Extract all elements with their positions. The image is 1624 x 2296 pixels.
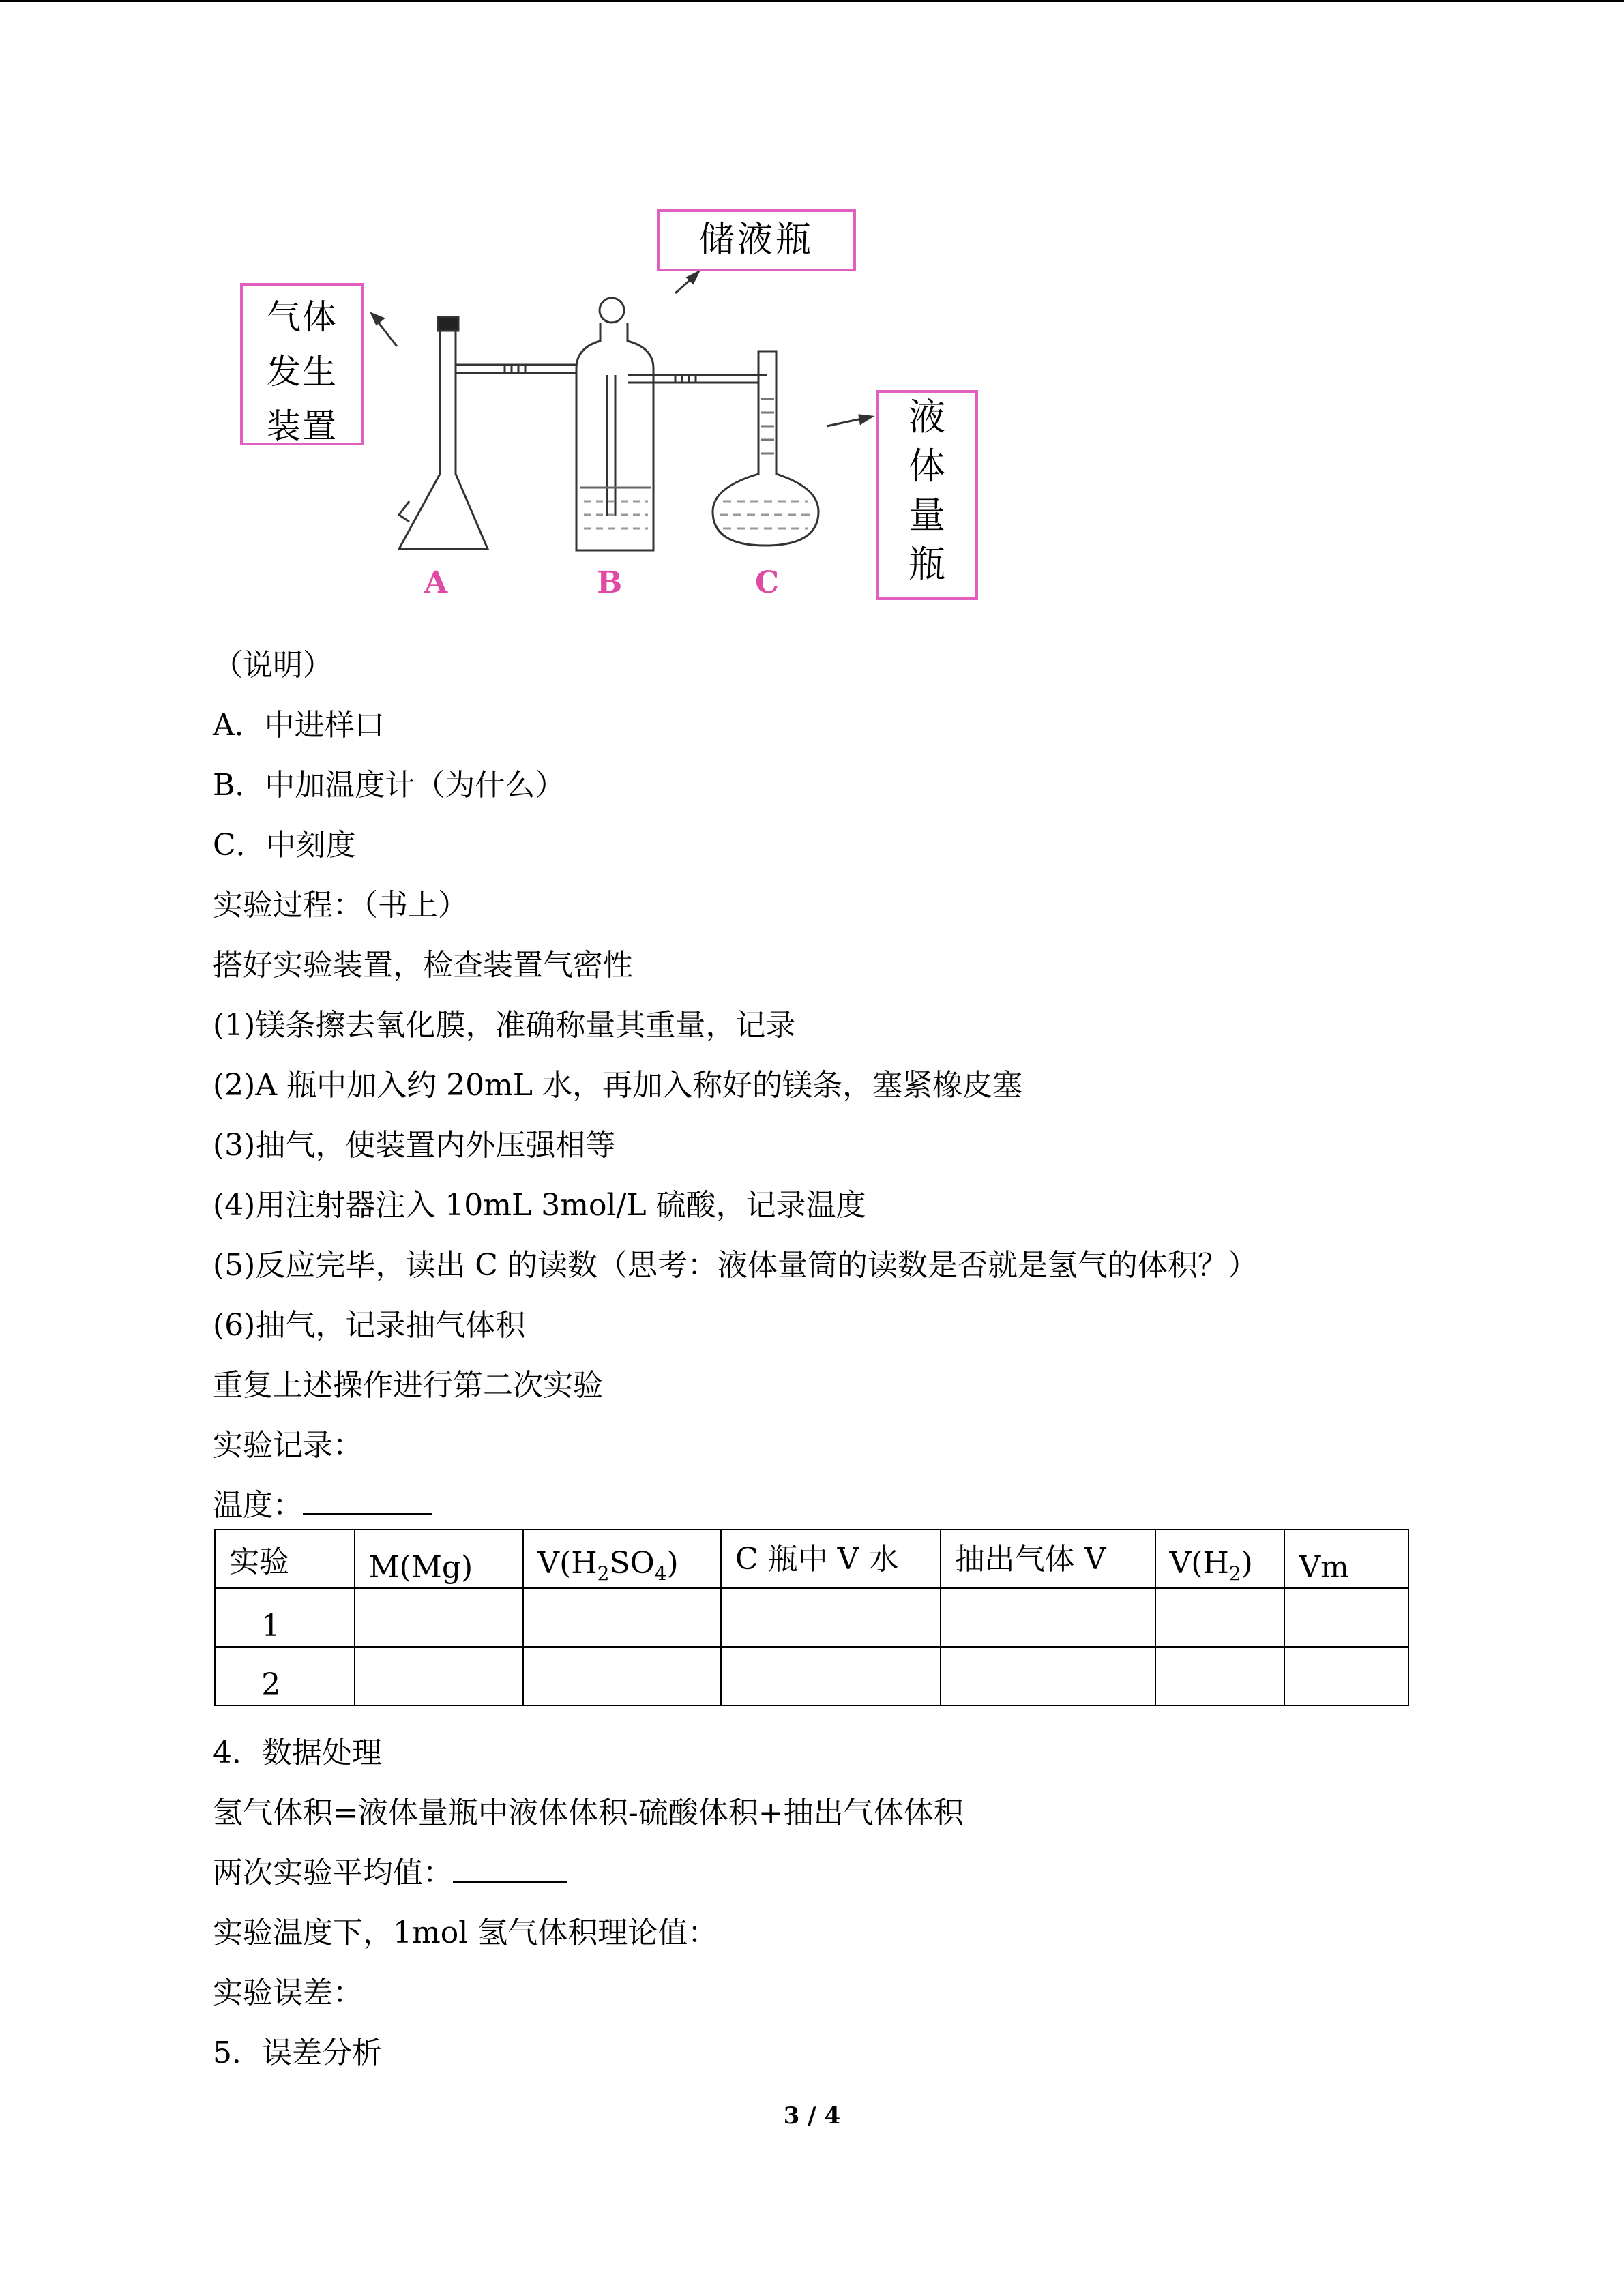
callout-arrows: [372, 272, 872, 426]
bottle-b: [576, 298, 653, 550]
record-table: [214, 1529, 1409, 1706]
text-line-procedure: 实验过程：（书上）: [213, 888, 468, 923]
text-line-error-analysis: 5．误差分析: [213, 2036, 382, 2070]
header-cell-v-h2so4: $V(H_2SO_4)$: [523, 1530, 721, 1588]
table-cell-run: 2: [215, 1647, 355, 1705]
table-cell[interactable]: [523, 1588, 721, 1647]
table-row: [215, 1647, 1408, 1705]
text-line-explanation: （说明）: [213, 648, 333, 683]
text-line-step-6: (6)抽气，记录抽气体积: [213, 1308, 526, 1343]
callout-storage-bottle: [657, 209, 856, 271]
table-cell[interactable]: [721, 1588, 941, 1647]
table-cell[interactable]: [355, 1588, 524, 1647]
table-cell[interactable]: [1284, 1588, 1408, 1647]
text-line-setup: 搭好实验装置，检查装置气密性: [213, 948, 633, 983]
apparatus-figure: [205, 201, 989, 610]
text-line-step-1: (1)镁条擦去氧化膜，准确称量其重量，记录: [213, 1008, 796, 1043]
text-line-b: B．中加温度计（为什么）: [213, 768, 565, 803]
label-b: B: [597, 565, 623, 600]
table-row: [215, 1588, 1408, 1647]
flask-a: [399, 317, 488, 549]
callout-liquid-line-4: 瓶: [909, 543, 945, 586]
text-line-step-5: (5)反应完毕，读出 C 的读数（思考：液体量筒的读数是否就是氢气的体积？）: [213, 1248, 1258, 1283]
callout-liquid-line-1: 液: [909, 396, 945, 438]
label-a: A: [424, 565, 448, 600]
text-line-theory: 实验温度下，1mol 氢气体积理论值：: [213, 1915, 718, 1950]
text-line-a: A．中进样口: [213, 708, 385, 743]
page-number: 3 / 4: [783, 2102, 841, 2130]
header-cell-vm: Vm: [1284, 1530, 1408, 1588]
table-cell[interactable]: [523, 1647, 721, 1705]
top-rule: [0, 0, 1624, 2]
table-cell[interactable]: [941, 1647, 1155, 1705]
callout-gas-line-2: 发生: [267, 352, 338, 391]
callout-liquid-line-2: 体: [909, 445, 945, 488]
callout-store-text: 储液瓶: [698, 220, 814, 260]
tube-b-c: [628, 375, 767, 383]
table-cell-run: 1: [215, 1588, 355, 1647]
text-line-repeat: 重复上述操作进行第二次实验: [213, 1368, 603, 1403]
table-header-row: [215, 1530, 1408, 1588]
label-c: C: [755, 565, 780, 600]
average-line: [213, 1855, 567, 1891]
callout-gas-line-3: 装置: [267, 406, 338, 446]
text-line-c: C．中刻度: [213, 828, 356, 863]
header-cell-c-water: C 瓶中 V 水: [721, 1530, 941, 1588]
text-line-data-processing: 4．数据处理: [213, 1735, 382, 1770]
header-cell-m-mg: M(Mg): [355, 1530, 524, 1588]
text-line-step-4: (4)用注射器注入 10mL 3mol/L 硫酸，记录温度: [213, 1188, 866, 1223]
table-cell[interactable]: [941, 1588, 1155, 1647]
table-cell[interactable]: [1155, 1588, 1285, 1647]
callout-gas-generator: [240, 283, 364, 445]
callout-gas-line-1: 气体: [267, 297, 338, 337]
tube-a-b: [456, 365, 576, 373]
header-cell-extracted-gas: 抽出气体 V: [941, 1530, 1155, 1588]
table-cell[interactable]: [355, 1647, 524, 1705]
callout-liquid-line-3: 量: [909, 494, 945, 537]
table-cell[interactable]: [1155, 1647, 1285, 1705]
header-cell-v-h2: $V(H_2)$: [1155, 1530, 1285, 1588]
text-line-step-3: (3)抽气，使装置内外压强相等: [213, 1128, 616, 1163]
table-cell[interactable]: [1284, 1647, 1408, 1705]
average-blank[interactable]: [453, 1856, 567, 1883]
flask-c: [713, 351, 818, 546]
temperature-line: [213, 1488, 432, 1523]
temperature-blank[interactable]: [303, 1489, 432, 1515]
text-line-formula: 氢气体积=液体量瓶中液体体积-硫酸体积+抽出气体体积: [213, 1795, 964, 1830]
text-line-record: 实验记录：: [213, 1428, 363, 1463]
text-line-error: 实验误差：: [213, 1976, 363, 2010]
temperature-label: 温度：: [213, 1488, 303, 1523]
average-label: 两次实验平均值：: [213, 1855, 453, 1890]
callout-liquid-measure: [876, 390, 978, 600]
text-line-step-2: (2)A 瓶中加入约 20mL 水，再加入称好的镁条，塞紧橡皮塞: [213, 1068, 1022, 1103]
header-cell-experiment: 实验: [215, 1530, 355, 1588]
table-cell[interactable]: [721, 1647, 941, 1705]
